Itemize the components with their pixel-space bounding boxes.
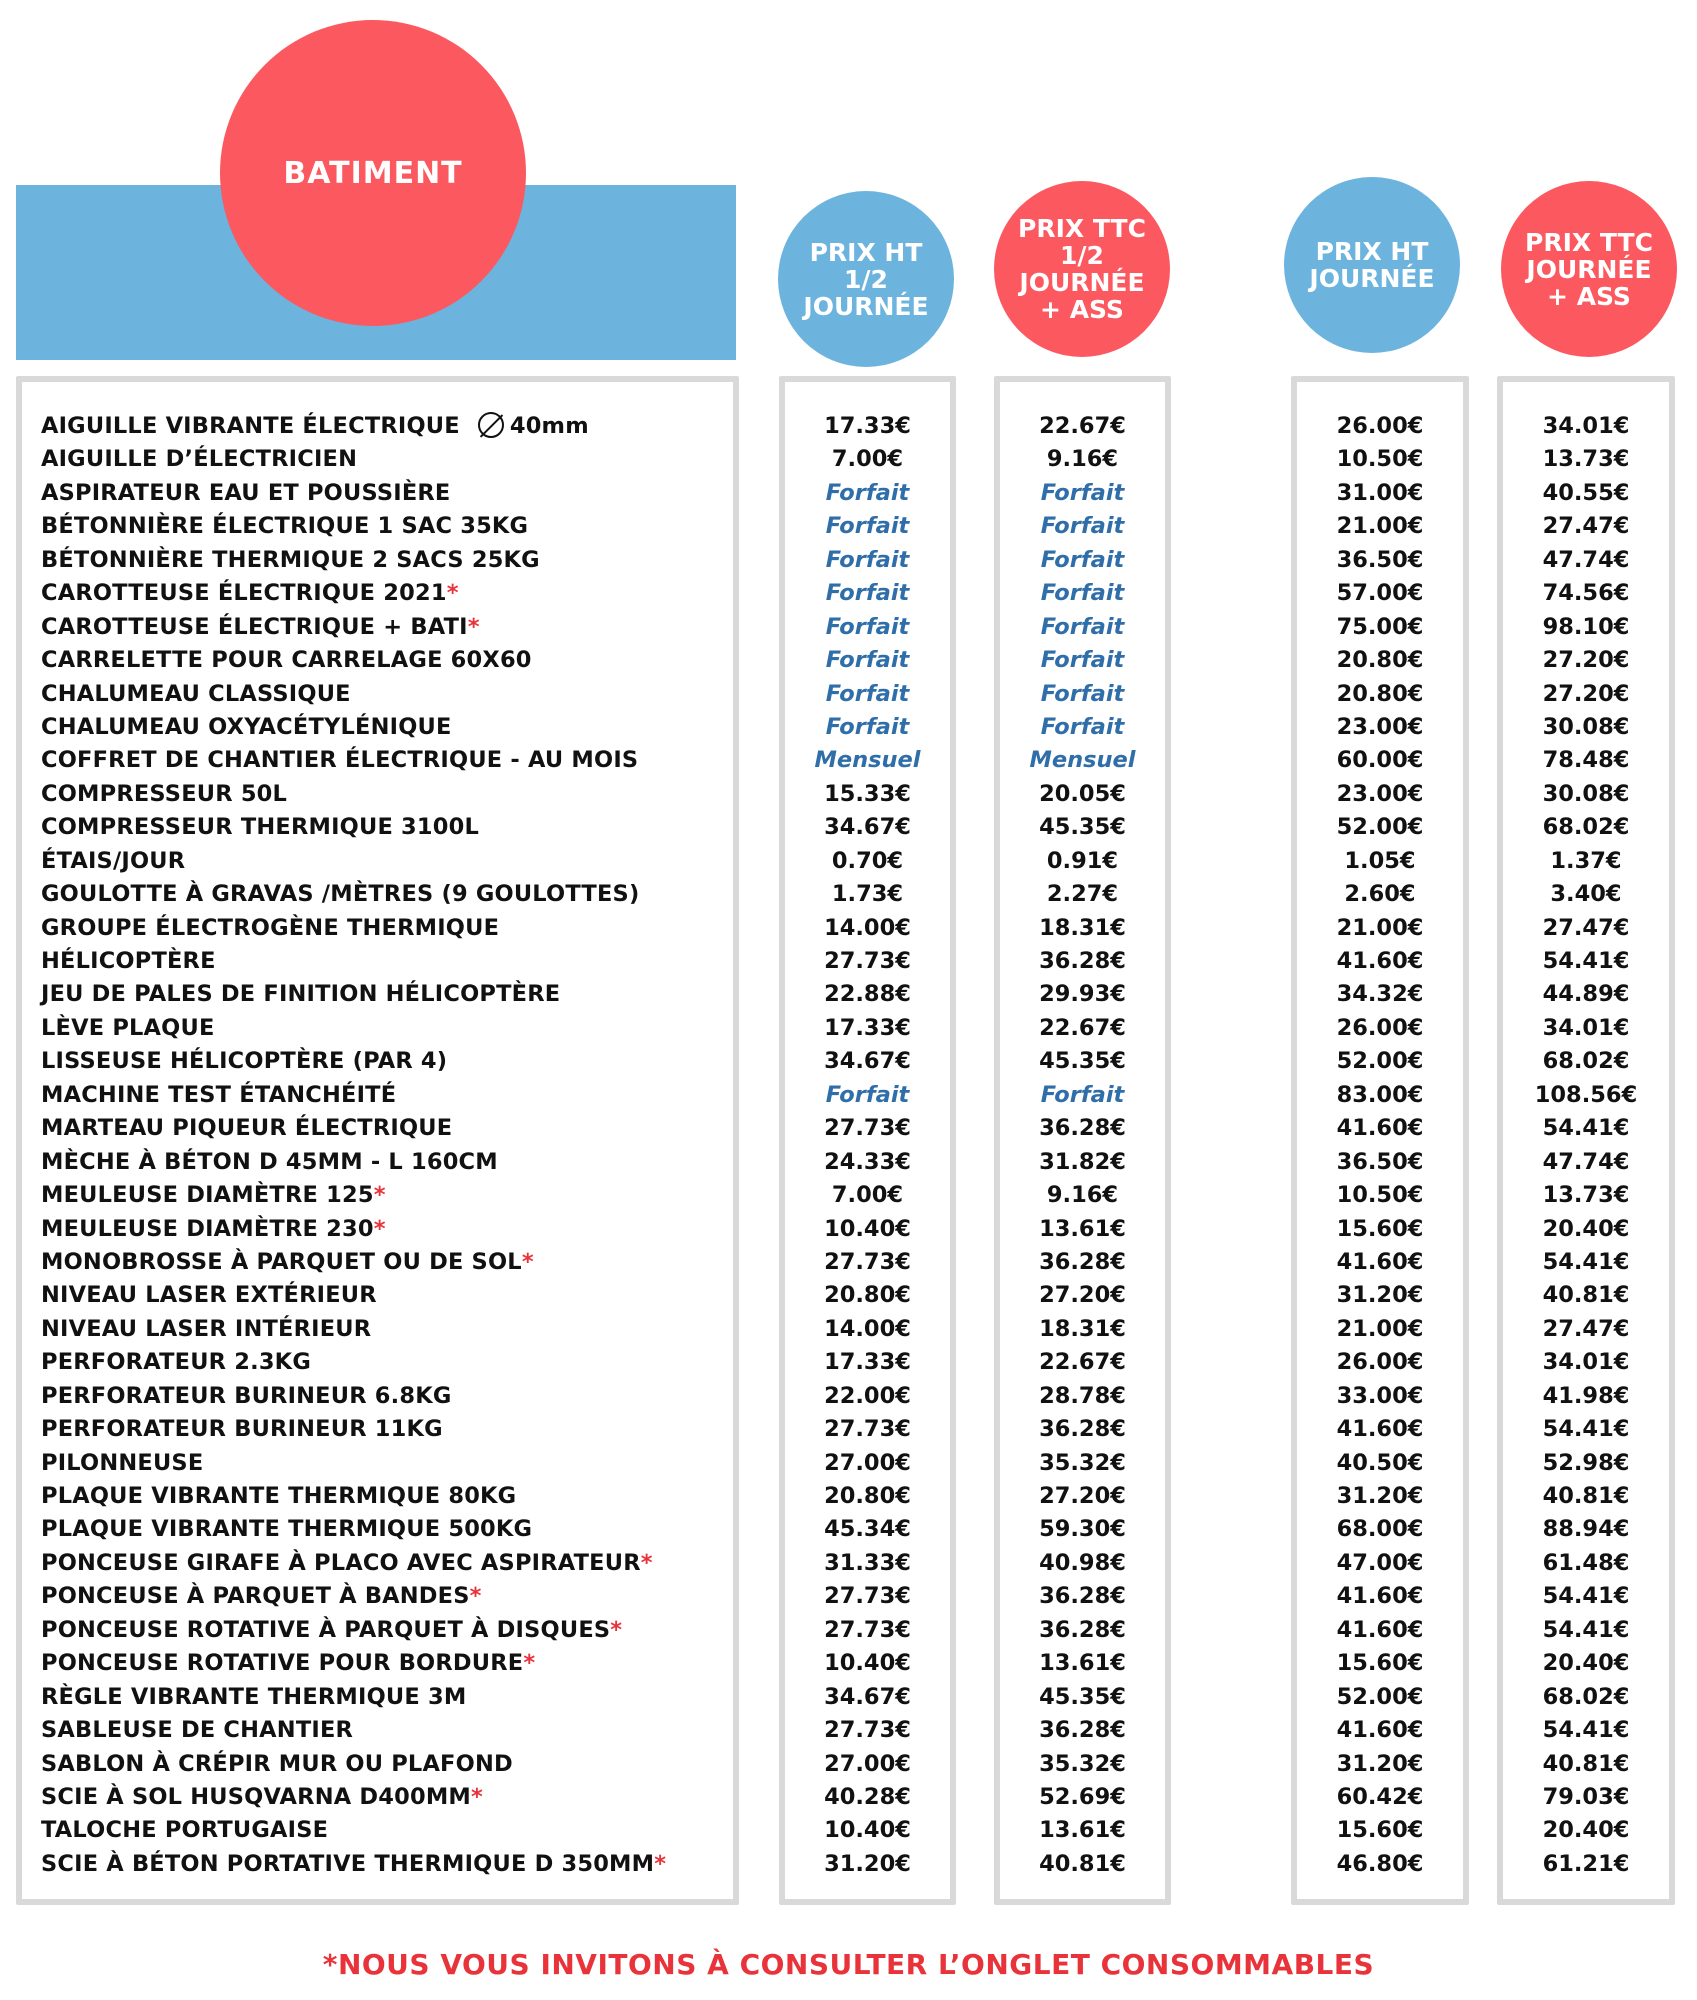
price-cell: 13.61€ (1039, 1215, 1126, 1242)
table-row (41, 1447, 731, 1480)
price-cell: 10.50€ (1336, 446, 1424, 473)
price-cell: 17.33€ (824, 413, 911, 439)
equipment-name: MACHINE TEST ÉTANCHÉITÉ (41, 1081, 397, 1108)
price-cell: 10.40€ (824, 1817, 911, 1844)
equipment-name: ASPIRATEUR EAU ET POUSSIÈRE (41, 479, 451, 506)
price-cell: Forfait (1040, 546, 1125, 573)
price-cell: 59.30€ (1039, 1516, 1126, 1543)
table-row (41, 1413, 731, 1446)
price-cell: 40.50€ (1336, 1449, 1424, 1476)
header-label: PRIX TTC 1/2 JOURNÉE + ASS (1018, 214, 1146, 324)
header-label: PRIX HT JOURNÉE (1309, 237, 1435, 293)
price-cell: 41.60€ (1336, 1717, 1424, 1744)
equipment-name: PERFORATEUR BURINEUR 11KG (41, 1416, 443, 1443)
table-row (41, 1213, 731, 1246)
equipment-name: PILONNEUSE (41, 1449, 204, 1476)
price-cell: 1.05€ (1344, 847, 1416, 874)
price-cell: 9.16€ (1046, 446, 1119, 473)
equipment-name: CARRELETTE POUR CARRELAGE 60X60 (41, 647, 532, 674)
table-row (41, 1781, 731, 1814)
prices-ht-journee (1297, 410, 1463, 1881)
price-cell: Forfait (1040, 613, 1125, 640)
equipment-name: GOULOTTE À GRAVAS /MÈTRES (9 GOULOTTES) (41, 881, 640, 908)
header-label: PRIX TTC JOURNÉE + ASS (1525, 227, 1653, 311)
price-cell: 26.00€ (1336, 1349, 1424, 1376)
table-row (41, 744, 731, 777)
price-cell: 13.73€ (1542, 1182, 1630, 1209)
equipment-name: SCIE À BÉTON PORTATIVE THERMIQUE D 350MM (41, 1850, 655, 1877)
equipment-name: AIGUILLE D’ÉLECTRICIEN (41, 446, 358, 473)
equipment-name: CAROTTEUSE ÉLECTRIQUE 2021 (41, 580, 447, 607)
price-cell: 54.41€ (1542, 1717, 1630, 1744)
price-cell: 20.40€ (1542, 1215, 1630, 1242)
price-cell: 27.20€ (1542, 680, 1630, 707)
price-cell: Forfait (825, 647, 910, 674)
table-row (41, 1045, 731, 1078)
price-cell: 2.27€ (1046, 881, 1119, 908)
equipment-name: PONCEUSE À PARQUET À BANDES (41, 1583, 470, 1610)
diameter-icon (478, 412, 504, 438)
price-cell: 27.73€ (824, 948, 911, 974)
price-cell: 31.20€ (1336, 1282, 1424, 1309)
price-cell: 40.81€ (1039, 1850, 1126, 1877)
price-cell: 36.50€ (1336, 546, 1424, 573)
price-cell: 36.28€ (1039, 1416, 1126, 1443)
equipment-name: RÈGLE VIBRANTE THERMIQUE 3M (41, 1683, 467, 1710)
table-row (41, 945, 731, 978)
price-cell: Forfait (825, 513, 910, 540)
price-cell: 41.60€ (1336, 1115, 1424, 1142)
price-cell: 20.40€ (1542, 1817, 1630, 1844)
price-cell: 28.78€ (1039, 1382, 1126, 1409)
equipment-size: 40mm (509, 413, 589, 439)
equipment-name: GROUPE ÉLECTROGÈNE THERMIQUE (41, 914, 500, 941)
table-row (41, 1012, 731, 1045)
table-row (41, 978, 731, 1011)
equipment-name: COFFRET DE CHANTIER ÉLECTRIQUE - AU MOIS (41, 747, 639, 774)
price-cell: 20.80€ (1336, 647, 1424, 674)
table-row (41, 1246, 731, 1279)
table-row (41, 1112, 731, 1145)
price-cell: 27.73€ (824, 1248, 911, 1275)
price-cell: 34.01€ (1542, 1349, 1630, 1376)
equipment-name: LISSEUSE HÉLICOPTÈRE (PAR 4) (41, 1048, 448, 1075)
equipment-name: CHALUMEAU OXYACÉTYLÉNIQUE (41, 713, 452, 740)
category-title: BATIMENT (220, 20, 526, 326)
price-cell: 7.00€ (831, 1182, 904, 1209)
price-cell: 17.33€ (824, 1349, 911, 1376)
price-cell: 30.08€ (1542, 780, 1630, 807)
equipment-name: PONCEUSE ROTATIVE POUR BORDURE (41, 1650, 524, 1677)
price-cell: 34.32€ (1336, 981, 1424, 1008)
price-cell: 41.60€ (1336, 1583, 1424, 1610)
price-cell: 36.28€ (1039, 1616, 1126, 1643)
price-cell: 60.00€ (1336, 747, 1424, 774)
price-cell: 41.98€ (1542, 1382, 1630, 1409)
equipment-name: CAROTTEUSE ÉLECTRIQUE + BATI (41, 613, 468, 640)
price-cell: 17.33€ (824, 1014, 911, 1041)
header-label: PRIX HT 1/2 JOURNÉE (803, 237, 929, 321)
table-row (41, 1714, 731, 1747)
equipment-name: COMPRESSEUR 50L (41, 780, 288, 807)
price-cell: 15.33€ (824, 780, 911, 807)
consumables-asterisk: * (523, 1650, 536, 1677)
price-cell: 47.74€ (1542, 1148, 1630, 1175)
price-cell: 34.01€ (1542, 413, 1630, 439)
prices-ttc-demi-journee (1000, 410, 1165, 1881)
price-cell: 45.35€ (1039, 814, 1126, 841)
header-prix-ttc-journee (1501, 181, 1677, 357)
price-cell: 40.98€ (1039, 1549, 1126, 1576)
header-prix-ht-journee (1284, 177, 1460, 353)
price-cell: Mensuel (814, 747, 921, 774)
price-cell: Forfait (825, 580, 910, 607)
price-cell: Forfait (825, 713, 910, 740)
price-cell: 27.73€ (824, 1583, 911, 1610)
price-cell: 10.40€ (824, 1215, 911, 1242)
price-cell: 27.47€ (1542, 513, 1630, 540)
price-cell: 31.00€ (1336, 479, 1424, 506)
price-cell: 10.40€ (824, 1650, 911, 1677)
price-cell: 27.20€ (1039, 1483, 1126, 1509)
equipment-name: MARTEAU PIQUEUR ÉLECTRIQUE (41, 1115, 453, 1142)
equipment-name: MONOBROSSE À PARQUET OU DE SOL (41, 1248, 522, 1275)
table-row (41, 1681, 731, 1714)
price-cell: 15.60€ (1336, 1650, 1424, 1677)
equipment-name: NIVEAU LASER INTÉRIEUR (41, 1315, 372, 1342)
price-cell: 78.48€ (1542, 747, 1630, 774)
price-cell: 20.80€ (824, 1483, 911, 1509)
equipment-name: JEU DE PALES DE FINITION HÉLICOPTÈRE (41, 981, 561, 1008)
price-cell: 41.60€ (1336, 1248, 1424, 1275)
prices-ht-demi-journee (785, 410, 950, 1881)
consumables-asterisk: * (446, 580, 459, 607)
price-cell: 29.93€ (1039, 981, 1126, 1008)
consumables-asterisk: * (521, 1248, 534, 1275)
price-cell: 27.47€ (1542, 914, 1630, 941)
price-cell: Forfait (1040, 680, 1125, 707)
equipment-name: LÈVE PLAQUE (41, 1014, 215, 1041)
consumables-asterisk: * (467, 613, 480, 640)
equipment-name: PLAQUE VIBRANTE THERMIQUE 80KG (41, 1483, 517, 1509)
equipment-name: PERFORATEUR BURINEUR 6.8KG (41, 1382, 452, 1409)
table-row (41, 1146, 731, 1179)
price-cell: 52.00€ (1336, 1683, 1424, 1710)
price-cell: Forfait (825, 1081, 910, 1108)
price-cell: 45.35€ (1039, 1683, 1126, 1710)
equipment-name: ÉTAIS/JOUR (41, 847, 186, 874)
header-prix-ttc-demi-journee (994, 181, 1170, 357)
price-cell: 2.60€ (1344, 881, 1416, 908)
equipment-name: SCIE À SOL HUSQVARNA D400MM (41, 1783, 471, 1810)
equipment-name: SABLON À CRÉPIR MUR OU PLAFOND (41, 1750, 513, 1777)
price-cell: 68.02€ (1542, 814, 1630, 841)
price-cell: 20.80€ (1336, 680, 1424, 707)
price-cell: 31.20€ (1336, 1483, 1424, 1509)
price-cell: 36.50€ (1336, 1148, 1424, 1175)
table-row (41, 510, 731, 543)
price-cell: 10.50€ (1336, 1182, 1424, 1209)
consumables-asterisk: * (471, 1783, 483, 1810)
table-row (41, 1179, 731, 1212)
price-cell: 14.00€ (824, 1315, 911, 1342)
price-cell: 79.03€ (1542, 1783, 1630, 1810)
price-cell: 21.00€ (1336, 914, 1424, 941)
price-cell: 46.80€ (1336, 1850, 1424, 1877)
price-cell: 60.42€ (1336, 1783, 1424, 1810)
price-cell: 54.41€ (1542, 1416, 1630, 1443)
price-cell: 31.20€ (1336, 1750, 1424, 1777)
table-row (41, 544, 731, 577)
price-cell: 68.02€ (1542, 1048, 1630, 1075)
price-cell: Forfait (825, 479, 910, 506)
consumables-asterisk: * (640, 1549, 653, 1576)
price-cell: 40.28€ (824, 1783, 911, 1810)
equipment-name: AIGUILLE VIBRANTE ÉLECTRIQUE (41, 413, 460, 439)
price-cell: 34.67€ (824, 814, 911, 841)
price-cell: 13.61€ (1039, 1650, 1126, 1677)
price-cell: 20.05€ (1039, 780, 1126, 807)
equipment-name: HÉLICOPTÈRE (41, 948, 216, 974)
table-row (41, 477, 731, 510)
price-cell: Forfait (825, 546, 910, 573)
table-row (41, 1748, 731, 1781)
equipment-name: PONCEUSE ROTATIVE À PARQUET À DISQUES (41, 1616, 611, 1643)
price-cell: 35.32€ (1039, 1449, 1126, 1476)
table-row (41, 410, 731, 443)
price-cell: Forfait (825, 680, 910, 707)
price-cell: 14.00€ (824, 914, 911, 941)
price-cell: 45.35€ (1039, 1048, 1126, 1075)
equipment-name: BÉTONNIÈRE ÉLECTRIQUE 1 SAC 35KG (41, 513, 529, 540)
price-cell: 68.00€ (1336, 1516, 1424, 1543)
table-row (41, 912, 731, 945)
price-cell: 7.00€ (831, 446, 904, 473)
price-cell: 3.40€ (1550, 881, 1622, 908)
equipment-name: TALOCHE PORTUGAISE (41, 1817, 329, 1844)
price-cell: 98.10€ (1542, 613, 1630, 640)
price-cell: 52.69€ (1039, 1783, 1126, 1810)
price-cell: 41.60€ (1336, 1416, 1424, 1443)
price-cell: 27.73€ (824, 1115, 911, 1142)
price-cell: 31.20€ (824, 1850, 911, 1877)
price-cell: 45.34€ (824, 1516, 911, 1543)
price-cell: 21.00€ (1336, 1315, 1424, 1342)
price-cell: 0.91€ (1046, 847, 1119, 874)
price-cell: 88.94€ (1542, 1516, 1630, 1543)
table-row (41, 811, 731, 844)
table-row (41, 1313, 731, 1346)
table-row (41, 577, 731, 610)
price-cell: 57.00€ (1336, 580, 1424, 607)
price-cell: 31.82€ (1039, 1148, 1126, 1175)
price-cell: 74.56€ (1542, 580, 1630, 607)
table-row (41, 644, 731, 677)
price-cell: 41.60€ (1336, 948, 1424, 974)
price-cell: 36.28€ (1039, 1248, 1126, 1275)
price-cell: 47.74€ (1542, 546, 1630, 573)
consumables-asterisk: * (373, 1182, 386, 1209)
price-cell: 40.81€ (1542, 1750, 1630, 1777)
price-cell: 35.32€ (1039, 1750, 1126, 1777)
price-cell: 75.00€ (1336, 613, 1424, 640)
price-cell: 34.67€ (824, 1048, 911, 1075)
price-cell: 27.00€ (824, 1449, 911, 1476)
price-cell: 83.00€ (1336, 1081, 1424, 1108)
header-prix-ht-demi-journee (778, 191, 954, 367)
price-cell: 27.47€ (1542, 1315, 1630, 1342)
price-cell: 54.41€ (1542, 1616, 1630, 1643)
price-cell: 22.67€ (1039, 413, 1126, 439)
price-cell: Forfait (1040, 647, 1125, 674)
price-cell: 23.00€ (1336, 713, 1424, 740)
price-cell: 22.00€ (824, 1382, 911, 1409)
price-cell: Forfait (1040, 513, 1125, 540)
price-cell: 44.89€ (1542, 981, 1630, 1008)
price-cell: 1.73€ (831, 881, 904, 908)
equipment-name: PLAQUE VIBRANTE THERMIQUE 500KG (41, 1516, 533, 1543)
price-cell: 108.56€ (1534, 1081, 1638, 1108)
price-cell: 52.00€ (1336, 1048, 1424, 1075)
price-cell: 40.55€ (1542, 479, 1630, 506)
price-cell: 27.20€ (1542, 647, 1630, 674)
table-row (41, 1346, 731, 1379)
consumables-asterisk: * (469, 1583, 482, 1610)
price-cell: 52.00€ (1336, 814, 1424, 841)
price-cell: 40.81€ (1542, 1483, 1630, 1509)
price-cell: 26.00€ (1336, 1014, 1424, 1041)
price-cell: 24.33€ (824, 1148, 911, 1175)
price-cell: 54.41€ (1542, 948, 1630, 974)
price-cell: 27.20€ (1039, 1282, 1126, 1309)
price-cell: 21.00€ (1336, 513, 1424, 540)
price-cell: 47.00€ (1336, 1549, 1424, 1576)
equipment-name: MEULEUSE DIAMÈTRE 230 (41, 1215, 374, 1242)
equipment-names (41, 410, 731, 1881)
price-cell: 61.21€ (1542, 1850, 1630, 1877)
price-cell: 34.01€ (1542, 1014, 1630, 1041)
price-cell: Forfait (1040, 479, 1125, 506)
price-cell: 40.81€ (1542, 1282, 1630, 1309)
table-row (41, 1614, 731, 1647)
price-cell: Forfait (1040, 580, 1125, 607)
price-cell: 18.31€ (1039, 1315, 1126, 1342)
equipment-name: CHALUMEAU CLASSIQUE (41, 680, 351, 707)
table-row (41, 1814, 731, 1847)
price-cell: 36.28€ (1039, 1717, 1126, 1744)
equipment-name: PONCEUSE GIRAFE À PLACO AVEC ASPIRATEUR (41, 1549, 641, 1576)
price-cell: 22.67€ (1039, 1349, 1126, 1376)
price-cell: 15.60€ (1336, 1817, 1424, 1844)
price-cell: 31.33€ (824, 1549, 911, 1576)
equipment-name: MÈCHE À BÉTON D 45MM - L 160CM (41, 1148, 498, 1175)
price-cell: 54.41€ (1542, 1583, 1630, 1610)
price-cell: 20.80€ (824, 1282, 911, 1309)
equipment-name: NIVEAU LASER EXTÉRIEUR (41, 1282, 377, 1309)
price-cell: 54.41€ (1542, 1115, 1630, 1142)
price-cell: 27.73€ (824, 1416, 911, 1443)
price-cell: 36.28€ (1039, 948, 1126, 974)
price-cell: Forfait (825, 613, 910, 640)
consumables-asterisk: * (654, 1850, 667, 1877)
price-cell: 13.73€ (1542, 446, 1630, 473)
price-cell: 30.08€ (1542, 713, 1630, 740)
price-cell: 68.02€ (1542, 1683, 1630, 1710)
equipment-name: SABLEUSE DE CHANTIER (41, 1717, 354, 1744)
price-cell: 36.28€ (1039, 1115, 1126, 1142)
table-row (41, 1380, 731, 1413)
table-row (41, 1079, 731, 1112)
table-row (41, 711, 731, 744)
price-cell: 1.37€ (1550, 847, 1622, 874)
table-row (41, 1547, 731, 1580)
price-cell: 26.00€ (1336, 413, 1424, 439)
price-cell: 34.67€ (824, 1683, 911, 1710)
equipment-name: COMPRESSEUR THERMIQUE 3100L (41, 814, 480, 841)
consumables-asterisk: * (373, 1215, 386, 1242)
table-row (41, 443, 731, 476)
table-row (41, 611, 731, 644)
table-row (41, 1513, 731, 1546)
price-cell: 27.00€ (824, 1750, 911, 1777)
equipment-name: BÉTONNIÈRE THERMIQUE 2 SACS 25KG (41, 546, 540, 573)
price-cell: 22.67€ (1039, 1014, 1126, 1041)
table-row (41, 1848, 731, 1881)
price-cell: 36.28€ (1039, 1583, 1126, 1610)
price-cell: 54.41€ (1542, 1248, 1630, 1275)
price-cell: Forfait (1040, 713, 1125, 740)
table-row (41, 1580, 731, 1613)
price-cell: 33.00€ (1336, 1382, 1424, 1409)
table-row (41, 878, 731, 911)
equipment-name: PERFORATEUR 2.3KG (41, 1349, 311, 1376)
price-cell: Forfait (1040, 1081, 1125, 1108)
price-cell: 22.88€ (824, 981, 911, 1008)
table-row (41, 678, 731, 711)
price-cell: 15.60€ (1336, 1215, 1424, 1242)
price-cell: 23.00€ (1336, 780, 1424, 807)
table-row (41, 778, 731, 811)
price-cell: Mensuel (1029, 747, 1136, 774)
prices-ttc-journee (1503, 410, 1669, 1881)
table-row (41, 1647, 731, 1680)
price-cell: 41.60€ (1336, 1616, 1424, 1643)
table-row (41, 1480, 731, 1513)
consumables-asterisk: * (610, 1616, 623, 1643)
price-cell: 27.73€ (824, 1717, 911, 1744)
price-cell: 0.70€ (831, 847, 904, 874)
price-cell: 20.40€ (1542, 1650, 1630, 1677)
table-row (41, 1279, 731, 1312)
price-cell: 52.98€ (1542, 1449, 1630, 1476)
price-cell: 13.61€ (1039, 1817, 1126, 1844)
price-cell: 18.31€ (1039, 914, 1126, 941)
footer-note: *NOUS VOUS INVITONS À CONSULTER L’ONGLET CONSOMMABLES (322, 1948, 1375, 1981)
price-cell: 27.73€ (824, 1616, 911, 1643)
equipment-name: MEULEUSE DIAMÈTRE 125 (41, 1182, 374, 1209)
price-cell: 61.48€ (1542, 1549, 1630, 1576)
table-row (41, 845, 731, 878)
price-cell: 9.16€ (1046, 1182, 1119, 1209)
